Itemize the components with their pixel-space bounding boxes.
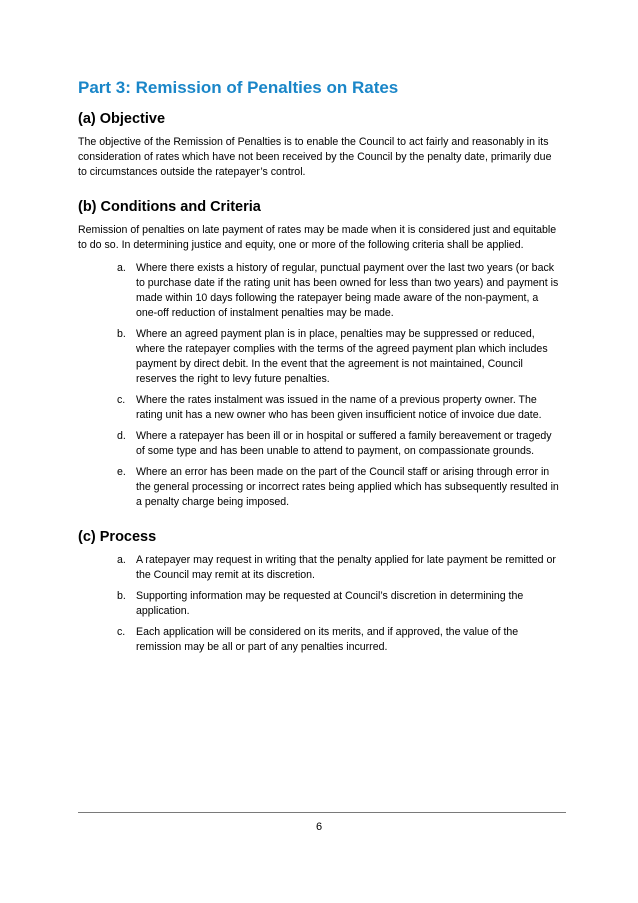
list-marker: a. xyxy=(117,262,126,274)
list-item xyxy=(78,327,562,387)
footer-divider xyxy=(78,812,566,813)
list-item xyxy=(78,589,562,619)
list-item xyxy=(78,625,562,655)
page-number: 6 xyxy=(315,821,323,833)
conditions-criteria-list xyxy=(78,261,562,510)
part-title: Part 3: Remission of Penalties on Rates xyxy=(78,78,399,97)
section-heading-objective: (a) Objective xyxy=(78,111,166,127)
list-item xyxy=(78,465,562,510)
list-item xyxy=(78,429,562,459)
objective-paragraph: The objective of the Remission of Penalties is to enable the Council to act fairly and reasonably in its consideration of rates which have not been received by the Council by the penalty date, primarily due to circumstances outside the ratepayer’s control. xyxy=(78,136,552,178)
list-item xyxy=(78,393,562,423)
list-marker: c. xyxy=(117,626,126,638)
list-item-text: Where an error has been made on the part of the Council staff or arising through error in the general processing or incorrect rates being applied which has subsequently resulted in a penalty charge being imposed. xyxy=(136,466,559,508)
list-item-text: Where an agreed payment plan is in place, penalties may be suppressed or reduced, where the ratepayer complies with the terms of the agreed payment plan which includes payment by direct debit. In the event that the agreement is not maintained, Council reserves the right to levy future penalties. xyxy=(136,328,548,385)
list-marker: b. xyxy=(117,328,126,340)
list-item-text: Supporting information may be requested at Council’s discretion in determining the application. xyxy=(136,590,524,617)
page-content xyxy=(78,78,562,670)
section-heading-conditions: (b) Conditions and Criteria xyxy=(78,199,261,215)
list-marker: e. xyxy=(117,466,126,478)
list-item-text: Where a ratepayer has been ill or in hospital or suffered a family bereavement or tragedy of some type and has been unable to attend to payment, on compassionate grounds. xyxy=(136,430,552,457)
section-heading-process: (c) Process xyxy=(78,529,157,545)
list-item-text: A ratepayer may request in writing that the penalty applied for late payment be remitted or the Council may remit at its discretion. xyxy=(136,554,556,581)
list-item-text: Each application will be considered on its merits, and if approved, the value of the remission may be all or part of any penalties incurred. xyxy=(136,626,519,653)
list-item xyxy=(78,261,562,321)
list-item xyxy=(78,553,562,583)
list-marker: a. xyxy=(117,554,126,566)
list-marker: c. xyxy=(117,394,126,406)
list-marker: b. xyxy=(117,590,126,602)
list-item-text: Where the rates instalment was issued in the name of a previous property owner. The rating unit has a new owner who has been given insufficient notice of invoice due date. xyxy=(136,394,542,421)
process-list xyxy=(78,553,562,655)
list-item-text: Where there exists a history of regular, punctual payment over the last two years (or back to purchase date if the rating unit has been owned for less than two years) and payment is made within 10 days following the ratepayer being made aware of the non-payment, a one-off reduction of instalment penalties may be made. xyxy=(136,262,559,319)
conditions-paragraph: Remission of penalties on late payment of rates may be made when it is considered just and equitable to do so. In determining justice and equity, one or more of the following criteria shall be applied. xyxy=(78,224,557,251)
list-marker: d. xyxy=(117,430,126,442)
